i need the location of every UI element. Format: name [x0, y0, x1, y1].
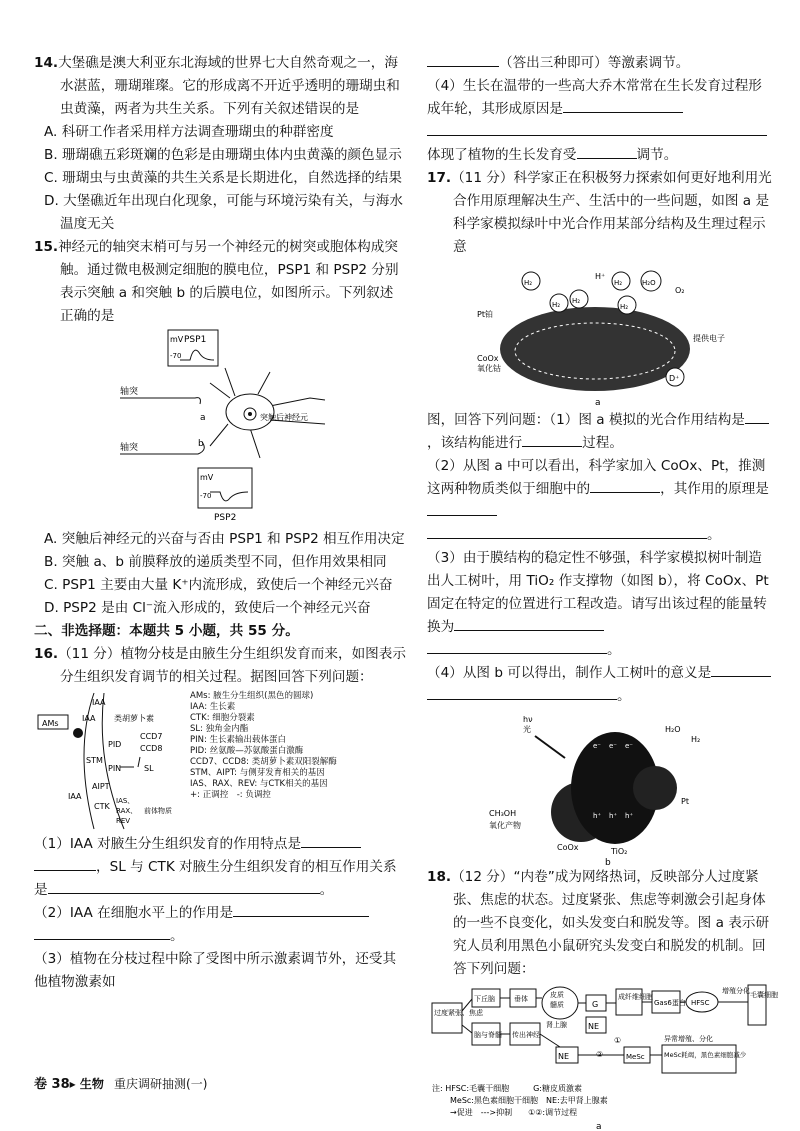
figure-18a-caption: a: [596, 1122, 602, 1131]
page-number: 卷 38: [34, 1077, 70, 1092]
psp1-label: PSP1: [184, 335, 207, 345]
ams-ball: [73, 728, 83, 738]
q14-option-a: A. 科研工作者采用样方法调查珊瑚虫的种群密度: [44, 124, 334, 140]
electron-label: e⁻: [609, 742, 618, 750]
tio2-label: TiO₂: [611, 847, 628, 856]
page-footer: 卷 38▸ 生物 重庆调研抽测(一): [34, 1077, 208, 1092]
q15-option-c: C. PSP1 主要由大量 K⁺内流形成，致使后一个神经元兴奋: [44, 577, 393, 593]
answer-blank[interactable]: [454, 616, 604, 631]
legend-line: IAS、RAX、REV: 与CTK相关的基因: [190, 779, 328, 789]
h2-label: H₂: [620, 303, 629, 311]
ne2-label: NE: [558, 1052, 570, 1061]
answer-blank[interactable]: [233, 902, 369, 917]
axon-1-label: 轴突: [120, 387, 139, 397]
answer-blank[interactable]: [563, 98, 683, 113]
answer-blank[interactable]: [427, 639, 607, 654]
q16-legend: [190, 691, 337, 831]
q17-sub4: （4）从图 b 可以得出，制作人工树叶的意义是: [427, 662, 773, 685]
answer-blank[interactable]: [711, 662, 771, 677]
answer-blank[interactable]: [427, 501, 497, 516]
h2-label: H₂: [572, 297, 581, 305]
legend-line: PIN: 生长素输出载体蛋白: [190, 735, 287, 745]
q17-sub1: 图，回答下列问题：（1）图 a 模拟的光合作用结构是，该结构能进行 过程。: [427, 409, 773, 455]
q14-stem: 14.大堡礁是澳大利亚东北海域的世界七大自然奇观之一，海水湛蓝，珊瑚璀璨。它的形成离不开近乎透明的珊瑚虫和虫黄藻，两者为共生关系。下列有关叙述错误的是: [34, 55, 400, 117]
coox-label: CoOx: [557, 843, 579, 852]
legend-line: AMs: 腋生分生组织(黑色的圆球): [190, 691, 314, 701]
q15-option-b: B. 突触 a、b 前膜释放的递质类型不同，但作用效果相同: [44, 554, 387, 570]
pt-particle: [633, 766, 677, 810]
iaa-label-2: IAA: [82, 714, 96, 723]
psp2-mv-label: mV: [200, 473, 214, 482]
light-label: 光: [523, 725, 531, 734]
process-2-label: ②: [596, 1050, 604, 1059]
q17-stem: 17.（11 分）科学家正在积极努力探索如何更好地利用光合作用原理解决生产、生活中的一些问题，如图 a 是科学家模拟绿叶中光合作用某部分结构及生理过程示意: [427, 170, 772, 255]
methanol-label: CH₃OH: [489, 809, 517, 818]
q17-sub4-blank-line: 。: [427, 685, 773, 708]
psp1-mv-label: mV: [170, 335, 184, 344]
answer-blank[interactable]: [590, 478, 660, 493]
legend-line: +: 正调控 -: 负调控: [190, 790, 271, 800]
note-line: →促进 --->抑制 ①②:调节过程: [450, 1108, 578, 1117]
note-line: MeSc:黑色素细胞干细胞 NE:去甲肾上腺素: [450, 1096, 608, 1105]
q18-stem: 18.（12 分）“内卷”成为网络热词，反映部分人过度紧张、焦虑的状态。过度紧张、焦虑等刺激会引起身体的一些不良变化，如头发变白和脱发等。图 a 表示研究人员利用黑色小鼠研究头发变白和脱发的机制。回答下列问题：: [427, 869, 770, 977]
process-1-label: ①: [614, 1036, 622, 1045]
legend-line: IAA: 生长素: [190, 702, 236, 712]
abnormal-label: 异常增殖、分化: [664, 1035, 713, 1043]
q16-sub4: （4）生长在温带的一些高大乔木常常在生长发育过程形成年轮，其形成原因是: [427, 78, 762, 117]
iaa-label-1: IAA: [92, 698, 106, 707]
electron-label: e⁻: [593, 742, 602, 750]
light-arrow: [535, 736, 565, 758]
ias-label: IAS、: [116, 797, 135, 805]
legend-line: PID: 丝氨酸—苏氨酸蛋白激酶: [190, 746, 304, 756]
h-ion-label: H⁺: [595, 272, 606, 281]
electron-label: 提供电子: [693, 334, 725, 343]
answer-blank[interactable]: [427, 685, 617, 700]
right-column: [427, 52, 778, 1131]
oxidation-product-label: 氧化产物: [489, 821, 521, 830]
h2-label: H₂: [524, 279, 533, 287]
branching-diagram: [34, 691, 184, 831]
h2o-label: H₂O: [665, 725, 681, 734]
legend-line: STM、AIPT: 与侧芽发育相关的基因: [190, 768, 325, 778]
answer-blank[interactable]: [522, 432, 582, 447]
efferent-nerve-label: 传出神经: [512, 1031, 540, 1039]
figure-18a: [430, 981, 778, 1131]
q16-sub3: （3）植物在分枝过程中除了受图中所示激素调节外，还受其他植物激素如: [34, 951, 397, 990]
stress-label: 过度紧张、焦虑: [434, 1009, 483, 1017]
answer-blank[interactable]: [427, 121, 767, 136]
stress-box: [432, 1003, 462, 1033]
legend-line: CCD7、CCD8: 类胡萝卜素双阳裂解酶: [190, 757, 337, 767]
cortex-label: 皮质: [550, 991, 564, 999]
pin-label: PIN: [108, 764, 122, 773]
g-label: G: [592, 1000, 599, 1009]
carotenoid-label: 类胡萝卜素: [114, 714, 154, 723]
q17-sub2-blank-line: 。: [427, 524, 773, 547]
ctk-label: CTK: [94, 802, 110, 811]
cobalt-oxide-label: 氧化钴: [477, 364, 501, 373]
ccd7-label: CCD7: [140, 732, 163, 741]
hypothalamus-label: 下丘脑: [474, 995, 495, 1003]
hole-label: h⁺: [609, 812, 618, 820]
sl-arrows: [120, 757, 140, 767]
q16-sub4-end: 体现了植物的生长发育受 调节。: [427, 144, 773, 167]
hole-label: h⁺: [593, 812, 602, 820]
answer-blank[interactable]: [301, 833, 361, 848]
figure-17b: [485, 708, 715, 866]
hv-label: hν: [523, 715, 533, 724]
pt-label: Pt: [681, 797, 689, 806]
h2o-label: H₂O: [642, 279, 656, 287]
rax-label: RAX、: [116, 807, 138, 815]
axon-1: [120, 398, 200, 404]
psp1-voltage: -70: [170, 352, 182, 360]
q14-option-b: B. 珊瑚礁五彩斑斓的色彩是由珊瑚虫体内虫黄藻的颜色显示: [44, 147, 402, 163]
q15-stem: 15.神经元的轴突末梢可与另一个神经元的树突或胞体构成突触。通过微电极测定细胞的膜电位，PSP1 和 PSP2 分别表示突触 a 和突触 b 的后膜电位，如图所示。下列叙述正确的是: [34, 239, 399, 324]
sl-label: SL: [144, 764, 154, 773]
answer-blank[interactable]: [427, 52, 499, 67]
q16-sub1: （1）IAA 对腋生分生组织发育的作用特点是: [34, 833, 406, 856]
section-2-heading: 二、非选择题：本题共 5 小题，共 55 分。: [34, 623, 299, 639]
pt-label: Pt铂: [477, 310, 493, 319]
aipt-label: AIPT: [92, 782, 110, 791]
note-line: 注: HFSC:毛囊干细胞 G:糖皮质激素: [432, 1084, 582, 1093]
q17-sub3-blank-line: 。: [427, 639, 773, 662]
q14-option-c: C. 珊瑚虫与虫黄藻的共生关系是长期进化，自然选择的结果: [44, 170, 402, 186]
h2-label: H₂: [552, 301, 561, 309]
q16-sub2: （2）IAA 在细胞水平上的作用是: [34, 902, 406, 925]
q17-sub3: （3）由于膜结构的稳定性不够强，科学家模拟树叶制造出人工树叶，用 TiO₂ 作支撑物（如图 b），将 CoOx、Pt 固定在特定的位置进行工程改造。请写出该过程的能量转换为: [427, 550, 769, 635]
adrenal-label: 肾上腺: [546, 1021, 567, 1029]
postsynaptic-label: 突触后神经元: [260, 413, 308, 422]
medulla-label: 髓质: [550, 1001, 564, 1009]
legend-line: SL: 独角金内酯: [190, 724, 249, 734]
answer-blank[interactable]: [34, 925, 170, 940]
psp2-trace: [210, 492, 248, 501]
pituitary-label: 垂体: [514, 995, 528, 1003]
q15-option-a: A. 突触后神经元的兴奋与否由 PSP1 和 PSP2 相互作用决定: [44, 531, 405, 547]
subject-label: 生物: [79, 1077, 104, 1091]
q16-stem: 16.（11 分）植物分枝是由腋生分生组织发育而来，如图表示分生组织发育调节的相关过程。据图回答下列问题：: [34, 646, 406, 685]
answer-blank[interactable]: [48, 879, 320, 894]
figure-b-caption: b: [605, 858, 611, 868]
figure-17a: [475, 259, 725, 409]
axon-2-label: 轴突: [120, 443, 139, 453]
d-label: D⁺: [669, 374, 680, 383]
membrane-structure: [500, 307, 690, 391]
figure-a-caption: a: [595, 398, 601, 408]
psp2-label: PSP2: [214, 513, 237, 523]
h2-label: H₂: [691, 735, 701, 744]
answer-blank[interactable]: [34, 856, 96, 871]
precursor-label: 前体物质: [144, 807, 172, 815]
q16-sub2-cont: 。: [34, 925, 406, 948]
q16-figure: [34, 691, 406, 831]
psp2-voltage: -70: [200, 492, 212, 500]
q16-sub3-cont: （答出三种即可）等激素调节。: [427, 52, 773, 75]
q16-sub4-blank-line: [427, 121, 773, 144]
gas6-label: Gas6蛋白: [654, 999, 686, 1007]
stm-label: STM: [86, 756, 103, 765]
hair-follicle-label: 毛囊细胞: [750, 991, 778, 999]
synapse-a-label: a: [200, 413, 206, 423]
psp1-trace: [180, 350, 214, 360]
answer-blank[interactable]: [745, 409, 769, 424]
mesc-label: MeSc: [626, 1053, 645, 1061]
q17-sub2: （2）从图 a 中可以看出，科学家加入 CoOx、Pt，推测这两种物质类似于细胞中的 ，其作用的原理是: [427, 455, 773, 524]
iaa-label-3: IAA: [68, 792, 82, 801]
h2-label: H₂: [614, 279, 623, 287]
depletion-box: [662, 1045, 736, 1073]
ne-label: NE: [588, 1022, 600, 1031]
coox-label: CoOx: [477, 354, 499, 363]
hole-label: h⁺: [625, 812, 634, 820]
left-column: [34, 52, 406, 994]
legend-line: CTK: 细胞分裂素: [190, 713, 255, 723]
fibroblast-label: 成纤维细胞: [618, 993, 653, 1001]
answer-blank[interactable]: [577, 144, 637, 159]
q14-option-d: D. 大堡礁近年出现白化现象，可能与环境污染有关，与海水温度无关: [44, 193, 403, 232]
neuron-synapse-figure: [110, 328, 330, 528]
exam-title: 重庆调研抽测(一): [114, 1077, 208, 1091]
rev-label: REV: [116, 817, 131, 825]
ams-label: AMs: [42, 719, 59, 728]
pid-label: PID: [108, 740, 122, 749]
electron-label: e⁻: [625, 742, 634, 750]
synapse-b-label: b: [198, 439, 204, 449]
answer-blank[interactable]: [427, 524, 707, 539]
q15-option-d: D. PSP2 是由 Cl⁻流入形成的，致使后一个神经元兴奋: [44, 600, 371, 616]
brain-label: 脑与脊髓: [474, 1031, 502, 1039]
hfsc-label: HFSC: [691, 999, 710, 1007]
depletion-label: MeSc耗竭，黑色素细胞减少: [664, 1051, 747, 1059]
o2-label: O₂: [675, 286, 685, 295]
proliferate-label: 增殖分化: [722, 987, 750, 995]
q16-sub1-cont: ，SL 与 CTK 对腋生分生组织发育的相互作用关系是 。: [34, 856, 406, 902]
nucleolus-dot: [248, 412, 252, 416]
ccd8-label: CCD8: [140, 744, 163, 753]
